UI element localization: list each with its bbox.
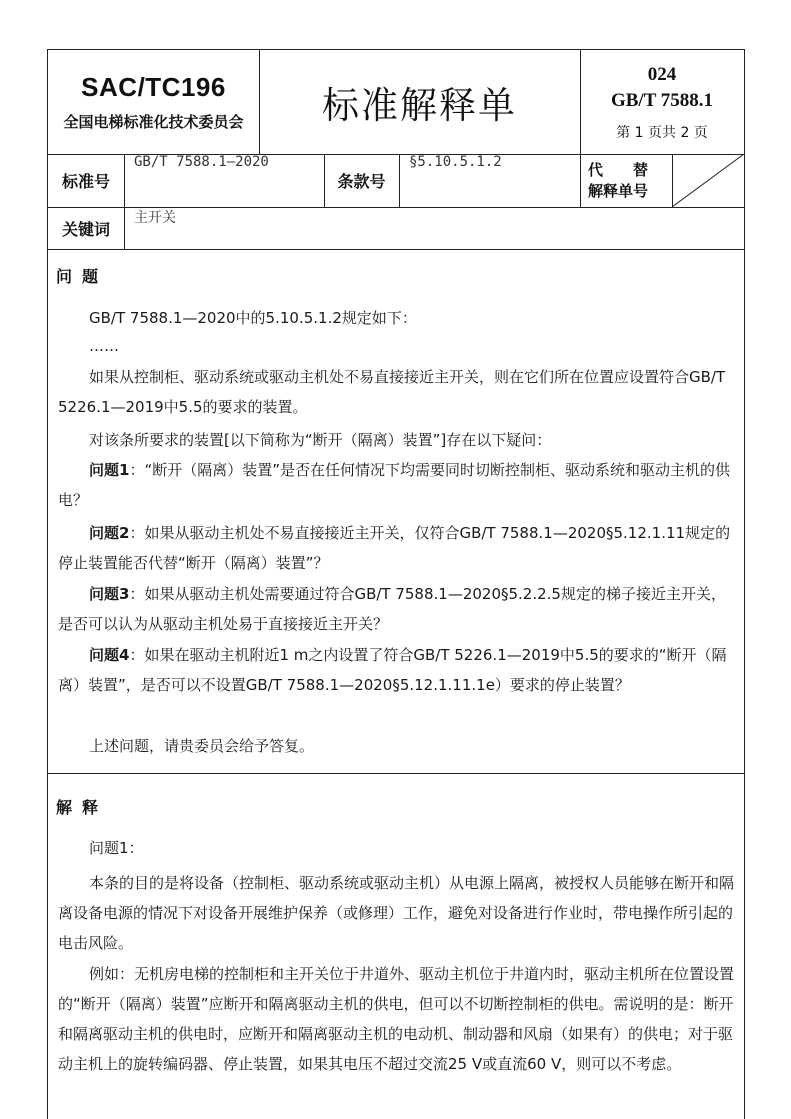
- empty-cell-diagonal: [672, 154, 744, 207]
- number-block: [580, 50, 744, 154]
- question-item-1: [58, 455, 734, 515]
- answer-heading: 解释: [56, 798, 109, 817]
- clause-label: 条款号: [337, 172, 386, 191]
- replace-label-cell: [580, 154, 672, 207]
- keyword-value: 主开关: [134, 210, 176, 226]
- question-paragraph-2: ……: [89, 337, 119, 355]
- question-item-4: [58, 640, 734, 700]
- replace-label-line1: 代 替: [588, 160, 649, 179]
- question-3-text: ：如果从驱动主机处需要通过符合GB/T 7588.1—2020§5.2.2.5规定的梯子接近主开关，是否可以认为从驱动主机处易于直接接近主开关？: [58, 585, 726, 633]
- question-2-label: 问题2: [89, 524, 130, 542]
- standard-label-cell: [48, 154, 124, 207]
- org-code: SAC/TC196: [81, 72, 226, 102]
- question-4-text: ：如果在驱动主机附近1 m之内设置了符合GB/T 5226.1—2019中5.5的要求的“断开（隔离）装置”，是否可以不设置GB/T 7588.1—2020§5.12.1.11.1e）要求的停止装置？: [58, 646, 727, 694]
- question-2-text: ：如果从驱动主机处不易直接接近主开关，仅符合GB/T 7588.1—2020§5.12.1.11规定的停止装置能否代替“断开（隔离）装置”？: [58, 524, 731, 572]
- interpretation-form: [47, 49, 745, 1119]
- clause-value: §5.10.5.1.2: [409, 154, 502, 170]
- question-item-2: [58, 518, 734, 578]
- keyword-value-cell: [124, 207, 744, 249]
- answer-1-paragraph-1: 本条的目的是将设备（控制柜、驱动系统或驱动主机）从电源上隔离，被授权人员能够在断开和隔离设备电源的情况下对设备开展维护保养（或修理）工作，避免对设备进行作业时，带电操作所引起的电击风险。: [58, 874, 735, 952]
- question-4-label: 问题4: [89, 646, 130, 664]
- title-block: [259, 50, 580, 154]
- question-paragraph-1: GB/T 7588.1—2020中的5.10.5.1.2规定如下：: [89, 309, 417, 327]
- rule-question-bottom: [48, 773, 744, 774]
- question-1-label: 问题1: [89, 461, 130, 479]
- question-closing: 上述问题，请贵委员会给予答复。: [89, 737, 315, 755]
- interpretation-number: 024: [647, 64, 677, 85]
- question-1-text: ：“断开（隔离）装置”是否在任何情况下均需要同时切断控制柜、驱动系统和驱动主机的供电？: [58, 461, 730, 509]
- standard-value-cell: [124, 154, 324, 207]
- rule-keyword-bottom: [48, 249, 744, 250]
- document-title: 标准解释单: [322, 84, 517, 127]
- org-block: [48, 50, 259, 154]
- standard-reference: GB/T 7588.1: [610, 90, 714, 111]
- question-paragraph-3: 如果从控制柜、驱动系统或驱动主机处不易直接接近主开关，则在它们所在位置应设置符合GB/T 5226.1—2019中5.5的要求的装置。: [58, 368, 726, 416]
- keyword-label-cell: [48, 207, 124, 249]
- standard-label: 标准号: [61, 172, 110, 191]
- org-name: 全国电梯标准化技术委员会: [63, 113, 244, 131]
- question-3-label: 问题3: [89, 585, 130, 603]
- question-heading: 问题: [56, 267, 109, 286]
- answer-1-paragraph-2: 例如：无机房电梯的控制柜和主开关位于井道外、驱动主机位于井道内时，驱动主机所在位置设置的“断开（隔离）装置”应断开和隔离驱动主机的供电，但可以不切断控制柜的供电。需说明的是：断开和隔离驱动主机的供电时，应断开和隔离驱动主机的电动机、制动器和风扇（如果有）的供电；对于驱动主机上的旋转编码器、停止装置，如果其电压不超过交流25 V或直流60 V，则可以不考虑。: [58, 965, 735, 1073]
- page-info: 第 1 页共 2 页: [616, 125, 708, 141]
- replace-label-line2: 解释单号: [588, 181, 649, 200]
- question-item-3: [58, 579, 734, 639]
- question-paragraph-4: 对该条所要求的装置[以下简称为“断开（隔离）装置”]存在以下疑问：: [89, 431, 552, 449]
- clause-value-cell: [399, 154, 580, 207]
- keyword-label: 关键词: [61, 219, 110, 239]
- clause-label-cell: [324, 154, 399, 207]
- standard-value: GB/T 7588.1—2020: [134, 154, 269, 170]
- answer-1-label: 问题1：: [89, 839, 144, 857]
